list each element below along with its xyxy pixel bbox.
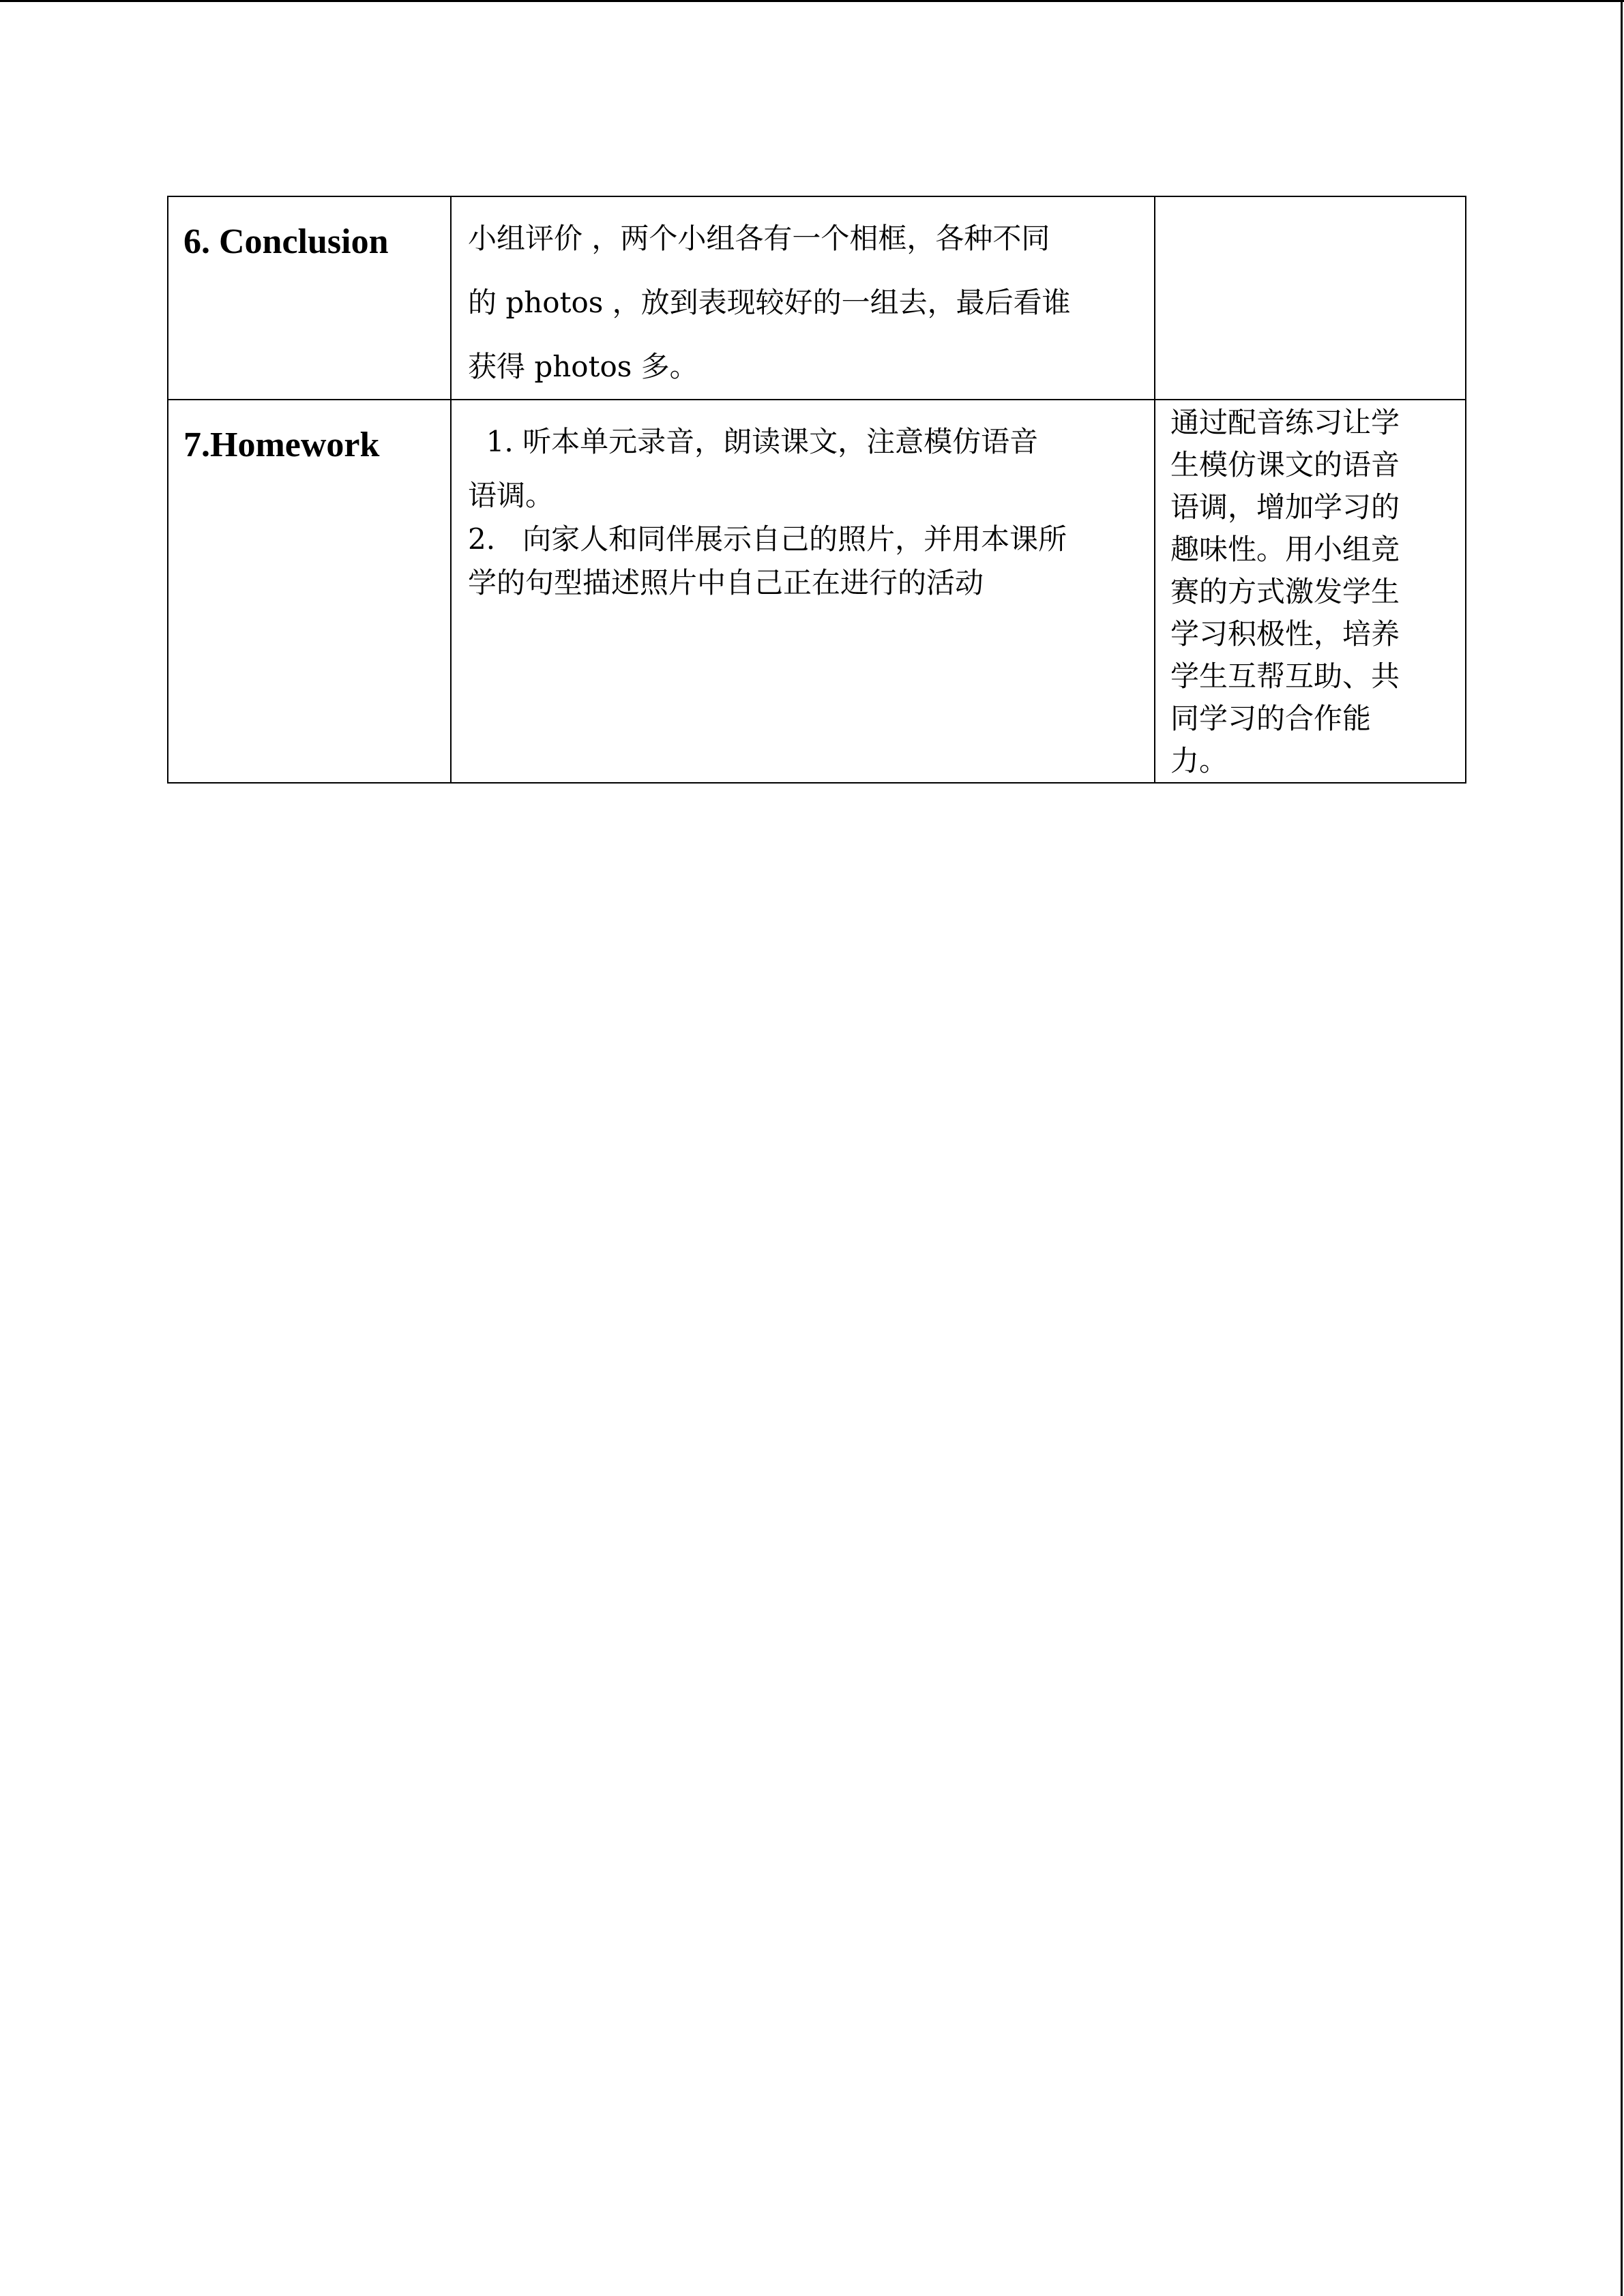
activity-text-conclusion: [452, 197, 1154, 399]
purpose-line: 力。: [1170, 744, 1228, 777]
purpose-cell-empty: [1155, 196, 1466, 400]
step-title-homework: 7.Homework: [183, 426, 380, 464]
activity-line: 小组评价 ，两个小组各有一个相框，各种不同: [468, 222, 1050, 255]
step-cell: [168, 400, 451, 783]
table-row-conclusion: [168, 196, 1466, 400]
activity-cell: [451, 196, 1155, 400]
activity-line: 学的句型描述照片中自己正在进行的活动: [468, 566, 984, 599]
page-right-border: [1621, 0, 1623, 2296]
step-cell: [168, 196, 451, 400]
purpose-line: 通过配音练习让学: [1170, 406, 1400, 439]
purpose-line: 学习积极性，培养: [1170, 617, 1400, 651]
purpose-line: 赛的方式激发学生: [1170, 575, 1400, 608]
purpose-line: 学生互帮互助、共: [1170, 659, 1400, 693]
purpose-text-homework: [1155, 400, 1465, 782]
activity-line: 的 photos ，放到表现较好的一组去，最后看谁: [468, 286, 1071, 319]
purpose-line: 生模仿课文的语音: [1170, 448, 1400, 481]
activity-text-homework: [452, 400, 1154, 605]
page-top-border: [0, 0, 1624, 2]
activity-line: 1. 听本单元录音，朗读课文，注意模仿语音: [468, 425, 1039, 458]
activity-cell: [451, 400, 1155, 783]
purpose-line: 同学习的合作能: [1170, 702, 1372, 735]
purpose-line: 趣味性。用小组竞: [1170, 533, 1400, 566]
purpose-line: 语调，增加学习的: [1170, 490, 1400, 524]
activity-line: 2. 向家人和同伴展示自己的照片，并用本课所: [468, 522, 1067, 556]
table-row-homework: [168, 400, 1466, 783]
lesson-plan-table: [167, 196, 1466, 784]
activity-line: 获得 photos 多。: [468, 350, 698, 383]
activity-line: 语调。: [468, 479, 555, 512]
step-title-conclusion: 6. Conclusion: [183, 222, 389, 261]
purpose-cell: [1155, 400, 1466, 783]
